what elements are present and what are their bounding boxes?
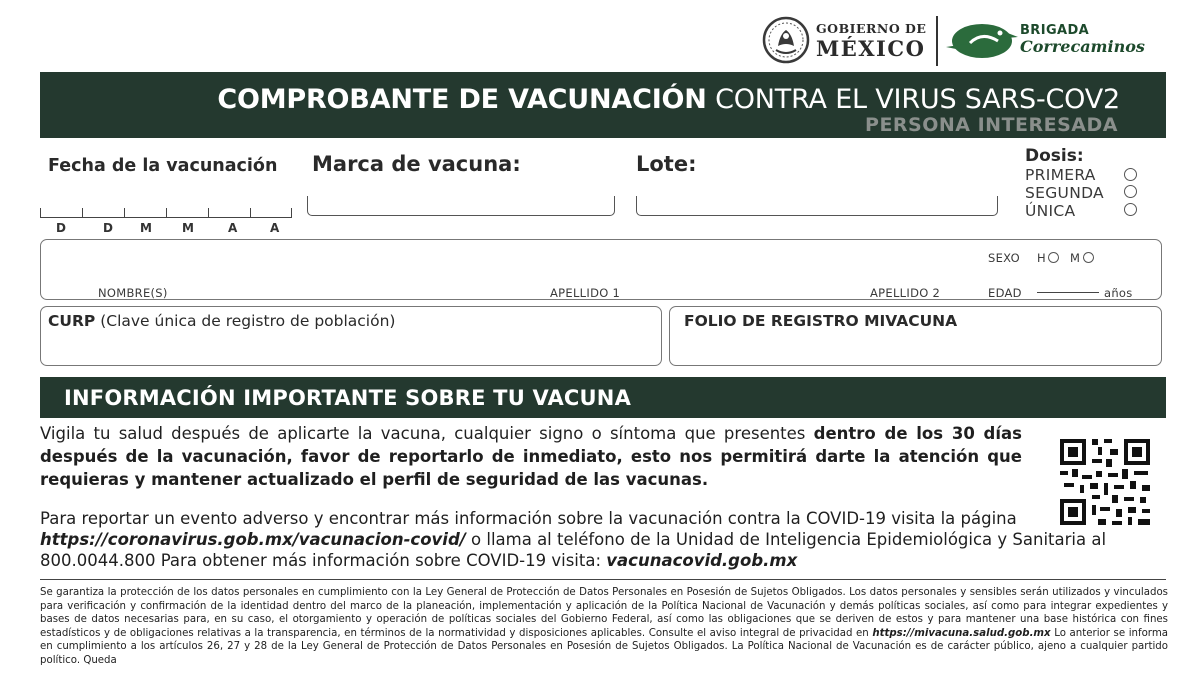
title-bar — [40, 72, 1166, 138]
vacunacovid-link[interactable]: vacunacovid.gob.mx — [606, 551, 798, 570]
apellido2-label: APELLIDO 2 — [870, 286, 941, 300]
sexo-h-radio[interactable] — [1048, 252, 1059, 263]
government-logo-text — [816, 23, 926, 59]
segunda-radio[interactable] — [1124, 185, 1137, 198]
date-box[interactable] — [40, 208, 82, 218]
title-bold: COMPROBANTE DE VACUNACIÓN — [217, 84, 707, 115]
primera-radio[interactable] — [1124, 168, 1137, 181]
date-box[interactable] — [166, 208, 208, 218]
curp-label — [48, 312, 395, 330]
title-regular: CONTRA EL VIRUS SARS-COV2 — [706, 84, 1120, 115]
marca-field[interactable] — [307, 196, 615, 216]
apellido1-label: APELLIDO 1 — [550, 286, 621, 300]
edad-field[interactable] — [1037, 292, 1099, 293]
sexo-label: SEXO — [988, 251, 1020, 265]
dosis-option-segunda: SEGUNDA — [1025, 184, 1104, 202]
dosis-label: Dosis: — [1025, 146, 1084, 166]
dosis-option-primera: PRIMERA — [1025, 166, 1096, 184]
fecha-label: Fecha de la vacunación — [48, 156, 278, 176]
date-box[interactable] — [82, 208, 124, 218]
lote-field[interactable] — [636, 196, 998, 216]
coronavirus-link[interactable]: https://coronavirus.gob.mx/vacunacion-covid/ — [40, 530, 466, 549]
brigada-line1: BRIGADA — [1020, 23, 1090, 38]
divider — [40, 579, 1166, 580]
folio-label: FOLIO DE REGISTRO MIVACUNA — [684, 312, 958, 330]
date-box[interactable] — [124, 208, 166, 218]
brigada-line2: Correcaminos — [1020, 37, 1145, 56]
para1-regular: Vigila tu salud después de aplicarte la vacuna, cualquier signo o síntoma que presentes — [40, 424, 814, 443]
lote-label: Lote: — [636, 152, 697, 176]
document-subtitle: PERSONA INTERESADA — [865, 114, 1118, 136]
unica-radio[interactable] — [1124, 203, 1137, 216]
sexo-m-radio[interactable] — [1083, 252, 1094, 263]
date-box[interactable] — [250, 208, 292, 218]
roadrunner-icon — [942, 17, 1020, 63]
legal-text-b: Lo anterior se informa en cumplimiento a los artículos 26, 27 y 28 de la Ley General de Protección de Datos Personales en Posesión de Sujetos Obligados. La Política Nacional de Vacunación es de carácter público, ajeno a cualquier partido político. Queda — [40, 627, 1168, 666]
marca-label: Marca de vacuna: — [312, 152, 521, 176]
privacy-link[interactable]: https://mivacuna.salud.gob.mx — [872, 627, 1051, 639]
info-heading-bar — [40, 377, 1166, 418]
date-letter: M — [182, 221, 195, 235]
nombre-label: NOMBRE(S) — [98, 286, 168, 300]
sexo-h-label: H — [1037, 251, 1046, 265]
curp-rest: (Clave única de registro de población) — [95, 312, 396, 330]
anos-label: años — [1104, 286, 1133, 300]
info-paragraph-1 — [40, 422, 1022, 491]
legal-text-a: Se garantiza la protección de los datos personales en cumplimiento con la Ley General de Protección de Datos Personales en Posesión de Sujetos Obligados. Los datos personales y sensibles serán utilizados y vinculados para verificación y confirmación de la identidad dentro del marco de la planeación, implementación y aplicación de la Política Nacional de Vacunación y demás políticas sociales, así como para integrar expedientes y bases de datos necesarias para, en su caso, el otorgamiento y operación de políticas sociales del Gobierno Federal, así como las obligaciones que se deriven de estos y para mantener una base histórica con fines estadísticos y de obligaciones relativas a la transparencia, en términos de la normatividad y disposiciones aplicables. Consulte el aviso integral de privacidad en — [40, 587, 1168, 639]
curp-bold: CURP — [48, 312, 96, 330]
date-box[interactable] — [208, 208, 250, 218]
date-letter: A — [228, 221, 238, 235]
date-letter: D — [103, 221, 114, 235]
para2-text-a: Para reportar un evento adverso y encontrar más información sobre la vacunación contra la COVID-19 visita la página — [40, 509, 1017, 528]
para2-text-b: o llama al teléfono de la Unidad de Inteligencia Epidemiológica y Sanitaria al 800.0044.800 Para obtener más información sobre COVID-19 visita: — [40, 530, 1107, 570]
para1-bold: dentro de los 30 días después de la vacunación, favor de reportarlo de inmediato, esto nos permitirá darte la atención que requieras y mantener actualizado el perfil de seguridad de las vacunas. — [40, 424, 1022, 489]
date-letter: D — [56, 221, 67, 235]
sexo-m-label: M — [1070, 251, 1081, 265]
logo-divider — [936, 16, 938, 66]
date-input-boxes[interactable] — [40, 204, 294, 218]
dosis-option-unica: ÚNICA — [1025, 202, 1076, 220]
gov-line2: MÉXICO — [816, 35, 926, 61]
info-heading: INFORMACIÓN IMPORTANTE SOBRE TU VACUNA — [64, 386, 632, 410]
brigada-logo-text — [1020, 24, 1145, 55]
document-title — [217, 84, 1120, 115]
header-logos — [762, 14, 1162, 70]
info-paragraph-2 — [40, 508, 1110, 571]
date-letter: A — [270, 221, 280, 235]
coat-of-arms-icon — [762, 16, 810, 64]
date-letter: M — [140, 221, 153, 235]
edad-label: EDAD — [988, 286, 1022, 300]
legal-notice — [40, 586, 1168, 667]
gov-line1: GOBIERNO DE — [816, 21, 927, 36]
